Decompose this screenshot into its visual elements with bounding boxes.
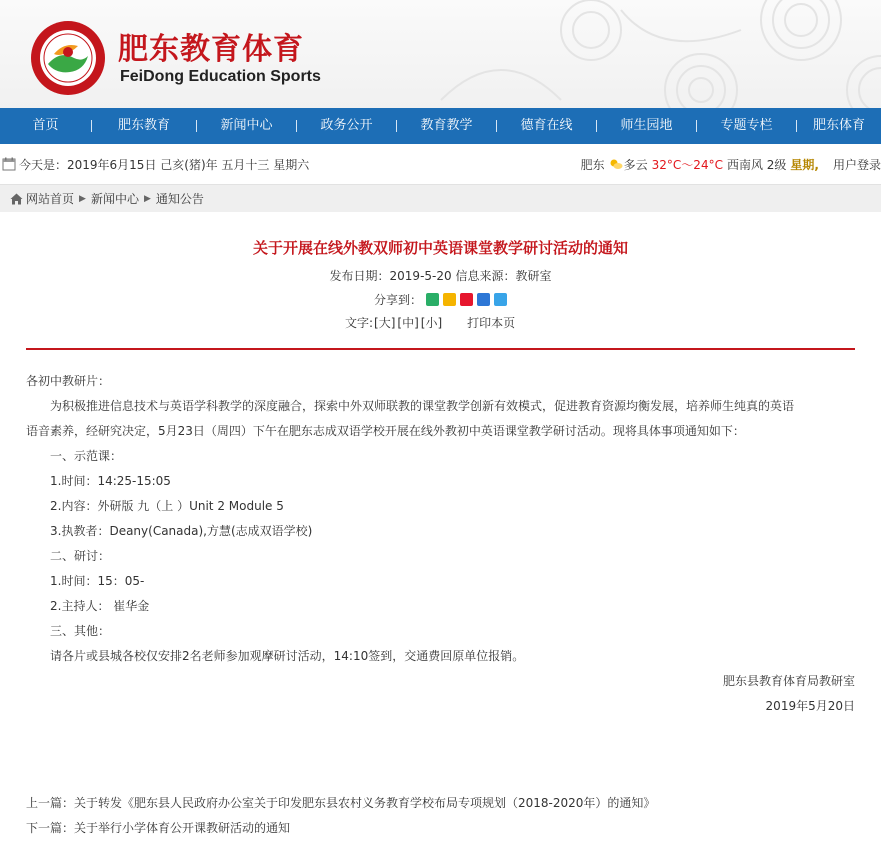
- breadcrumb-arrow-icon: ▶: [143, 193, 151, 204]
- font-size-controls: [345, 314, 515, 331]
- article-greeting: 各初中教研片：: [26, 374, 111, 388]
- article-line: 1.时间：14:25-15:05: [50, 474, 171, 488]
- article-title: 关于开展在线外教双师初中英语课堂教学研讨活动的通知: [252, 239, 628, 257]
- today-date: 今天是：2019年6月15日 己亥(猪)年 五月十三 星期六: [19, 157, 310, 172]
- article-line: 2.内容：外研版 九（上 ）Unit 2 Module 5: [50, 499, 284, 513]
- site-logo[interactable]: [30, 20, 106, 96]
- nav-item-news-center[interactable]: 新闻中心: [220, 118, 273, 133]
- nav-item-moral-education[interactable]: 德育在线: [520, 118, 573, 133]
- article-paragraph: 语音素养，经研究决定，5月23日（周四）下午在肥东志成双语学校开展在线外教初中英语课堂教学研讨活动。现将具体事项通知如下：: [26, 424, 745, 438]
- section-heading: 一、示范课：: [50, 449, 123, 463]
- article-signature: 肥东县教育体育局教研室: [722, 674, 855, 688]
- title-divider: [26, 348, 855, 350]
- weather-widget: [577, 144, 881, 184]
- breadcrumb: [0, 184, 881, 212]
- wechat-share-icon[interactable]: [426, 293, 439, 306]
- nav-item-home[interactable]: 首页: [32, 118, 59, 133]
- site-header: [0, 0, 881, 108]
- font-large-button[interactable]: [大]: [374, 316, 396, 330]
- font-small-button[interactable]: [小]: [420, 316, 443, 330]
- weather-weekday: 星期,: [790, 157, 819, 172]
- weibo-share-icon[interactable]: [460, 293, 473, 306]
- share-label: 分享到：: [374, 293, 423, 307]
- article-meta: 发布日期：2019-5-20 信息来源：教研室: [329, 269, 552, 283]
- nav-item-feidong-sports[interactable]: 肥东体育: [812, 118, 865, 133]
- article-paragraph: 为积极推进信息技术与英语学科教学的深度融合，探索中外双师联教的课堂教学创新有效模式，促进教育资源均衡发展，培养师生纯真的英语: [50, 399, 795, 413]
- breadcrumb-home[interactable]: 网站首页: [26, 192, 75, 206]
- section-heading: 二、研讨：: [50, 549, 111, 563]
- font-size-label: 文字:: [345, 316, 374, 330]
- site-subtitle: FeiDong Education Sports: [120, 68, 321, 85]
- article-line: 1.时间：15：05-: [50, 574, 145, 588]
- user-login-link[interactable]: 用户登录: [832, 157, 881, 172]
- qzone-share-icon[interactable]: [443, 293, 456, 306]
- next-article-link[interactable]: 关于举行小学体育公开课教研活动的通知: [74, 821, 291, 835]
- article: [0, 212, 881, 853]
- section-heading: 三、其他：: [50, 624, 111, 638]
- decorative-cloud-pattern: [321, 0, 881, 108]
- nav-item-feidong-education[interactable]: 肥东教育: [117, 118, 170, 133]
- article-sign-date: 2019年5月20日: [765, 699, 855, 713]
- main-nav: [0, 108, 881, 144]
- home-icon: [10, 193, 23, 205]
- next-article-label: 下一篇：: [26, 821, 75, 835]
- partly-cloudy-icon: [609, 158, 623, 170]
- weather-temperature: 32°C～24°C: [651, 157, 723, 172]
- article-line: 2.主持人： 崔华金: [50, 599, 150, 613]
- breadcrumb-arrow-icon: ▶: [79, 193, 86, 204]
- nav-item-teacher-student[interactable]: 师生园地: [620, 118, 673, 133]
- font-medium-button[interactable]: [中]: [397, 316, 419, 330]
- prev-article-label: 上一篇：: [26, 796, 75, 810]
- next-article: [26, 819, 290, 836]
- site-title: 肥东教育体育: [118, 32, 304, 67]
- info-bar: [0, 144, 881, 184]
- article-line: 请各片或县城各校仅安排2名老师参加观摩研讨活动，14:10签到，交通费回原单位报销。: [50, 649, 525, 663]
- calendar-icon: [2, 157, 16, 171]
- nav-item-government-affairs[interactable]: 政务公开: [320, 118, 373, 133]
- share-bar: [374, 291, 507, 308]
- nav-item-special-topics[interactable]: 专题专栏: [720, 118, 773, 133]
- breadcrumb-notice[interactable]: 通知公告: [155, 192, 204, 206]
- weather-condition: 多云: [623, 157, 648, 172]
- print-page-button[interactable]: 打印本页: [467, 316, 516, 330]
- prev-article-link[interactable]: 关于转发《肥东县人民政府办公室关于印发肥东县农村义务教育学校布局专项规划（2018-2020年）的通知》: [74, 796, 656, 810]
- qq-share-icon[interactable]: [494, 293, 507, 306]
- article-line: 3.执教者：Deany(Canada),方慧(志成双语学校): [50, 524, 313, 538]
- weather-wind: 西南风 2级: [726, 157, 787, 172]
- renren-share-icon[interactable]: [477, 293, 490, 306]
- weather-city: 肥东: [580, 157, 605, 172]
- breadcrumb-news[interactable]: 新闻中心: [90, 192, 139, 206]
- nav-item-teaching[interactable]: 教育教学: [420, 118, 473, 133]
- prev-article: [26, 794, 655, 811]
